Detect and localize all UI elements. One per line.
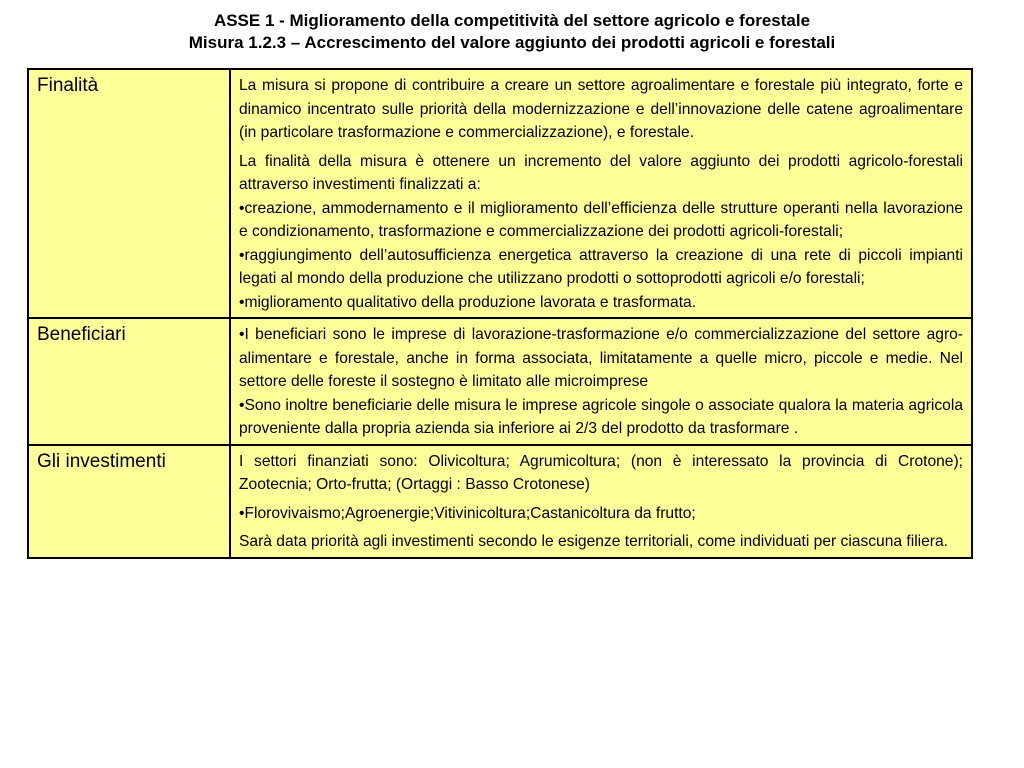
title-axis-line: ASSE 1 - Miglioramento della competitività del settore agricolo e forestale	[213, 11, 811, 30]
investimenti-paragraph-1: I settori finanziati sono: Olivicoltura; Agrumicoltura; (non è interessato la provincia di Crotone); Zootecnia; Orto-frutta; (Ortaggi : Basso Crotonese)	[239, 452, 963, 493]
beneficiari-bullet-1: •I beneficiari sono le imprese di lavorazione-trasformazione e/o commercializzazione del settore agro-alimentare e forestale, anche in forma associata, limitatamente a quelle micro, piccole e medie. Nel settore delle foreste il sostegno è limitato alle microimprese	[239, 326, 963, 390]
row-label-beneficiari: Beneficiari	[28, 318, 230, 445]
row-label-investimenti: Gli investimenti	[28, 445, 230, 558]
table-row-finalita	[28, 69, 972, 318]
row-content-beneficiari	[230, 318, 972, 445]
measure-table	[27, 68, 973, 559]
table-row-beneficiari	[28, 318, 972, 445]
finalita-bullet-1: •creazione, ammodernamento e il miglioramento dell’efficienza delle strutture operanti nella lavorazione e condizionamento, trasformazione e commercializzazione dei prodotti agricoli-forestali;	[239, 199, 963, 240]
row-content-investimenti	[230, 445, 972, 558]
investimenti-paragraph-3: Sarà data priorità agli investimenti secondo le esigenze territoriali, come individuati per ciascuna filiera.	[239, 533, 949, 550]
title-measure-line: Misura 1.2.3 – Accrescimento del valore aggiunto dei prodotti agricoli e forestali	[188, 33, 836, 52]
beneficiari-bullet-2: •Sono inoltre beneficiarie delle misura le imprese agricole singole o associate qualora la materia agricola proveniente dalla propria azienda sia inferiore ai 2/3 del prodotto da trasformare .	[239, 396, 963, 437]
finalita-bullet-2: •raggiungimento dell’autosufficienza energetica attraverso la creazione di una rete di piccoli impianti legati al mondo della produzione che utilizzano prodotti o sottoprodotti agricoli e/o forestali;	[239, 246, 963, 287]
finalita-paragraph-2: La finalità della misura è ottenere un incremento del valore aggiunto dei prodotti agricolo-forestali attraverso investimenti finalizzati a:	[239, 152, 963, 193]
row-label-finalita: Finalità	[28, 69, 230, 318]
finalita-paragraph-1: La misura si propone di contribuire a creare un settore agroalimentare e forestale più integrato, forte e dinamico incentrato sulle priorità della modernizzazione e dell’innovazione delle catene agroalimentare (in particolare trasformazione e commercializzazione), e forestale.	[239, 77, 963, 141]
page-title	[0, 10, 1024, 54]
investimenti-paragraph-2: •Florovivaismo;Agroenergie;Vitivinicoltura;Castanicoltura da frutto;	[239, 504, 696, 522]
finalita-bullet-3: •miglioramento qualitativo della produzione lavorata e trasformata.	[239, 293, 697, 311]
row-content-finalita	[230, 69, 972, 318]
table-row-investimenti	[28, 445, 972, 558]
